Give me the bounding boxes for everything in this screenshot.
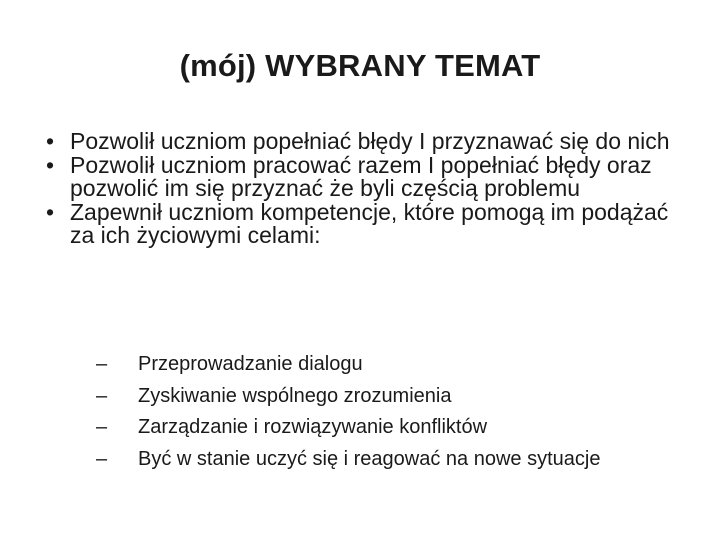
sub-bullet-item [96,381,680,413]
bullet-marker: • [45,198,55,225]
sub-bullet-marker: – [96,416,108,438]
bullet-item [30,130,680,154]
sub-bullet-marker: – [96,353,108,375]
bullet-text: Zapewnił uczniom kompetencje, które pomogą im podążać za ich życiowymi celami: [70,198,669,248]
sub-bullet-list [96,349,680,475]
bullet-text: Pozwolił uczniom popełniać błędy I przyznawać się do nich [70,128,670,154]
sub-bullet-text: Przeprowadzanie dialogu [138,353,363,375]
sub-bullet-text: Zarządzanie i rozwiązywanie konfliktów [138,416,488,438]
bullet-text: Pozwolił uczniom pracować razem I popełniać błędy oraz pozwolić im się przyznać że byli częścią problemu [70,151,652,201]
bullet-item [30,198,680,248]
bullet-marker: • [45,151,55,178]
sub-bullet-text: Zyskiwanie wspólnego zrozumienia [138,384,452,407]
sub-bullet-item [96,412,680,444]
slide-title: (mój) WYBRANY TEMAT [179,48,541,83]
sub-bullet-marker: – [96,447,108,470]
sub-bullet-item [96,349,680,381]
bullet-marker: • [45,128,55,154]
bullet-list [30,130,680,248]
sub-bullet-item [96,444,680,476]
bullet-item [30,151,680,201]
sub-bullet-text: Być w stanie uczyć się i reagować na nowe sytuacje [138,447,601,470]
sub-bullet-marker: – [96,384,108,407]
